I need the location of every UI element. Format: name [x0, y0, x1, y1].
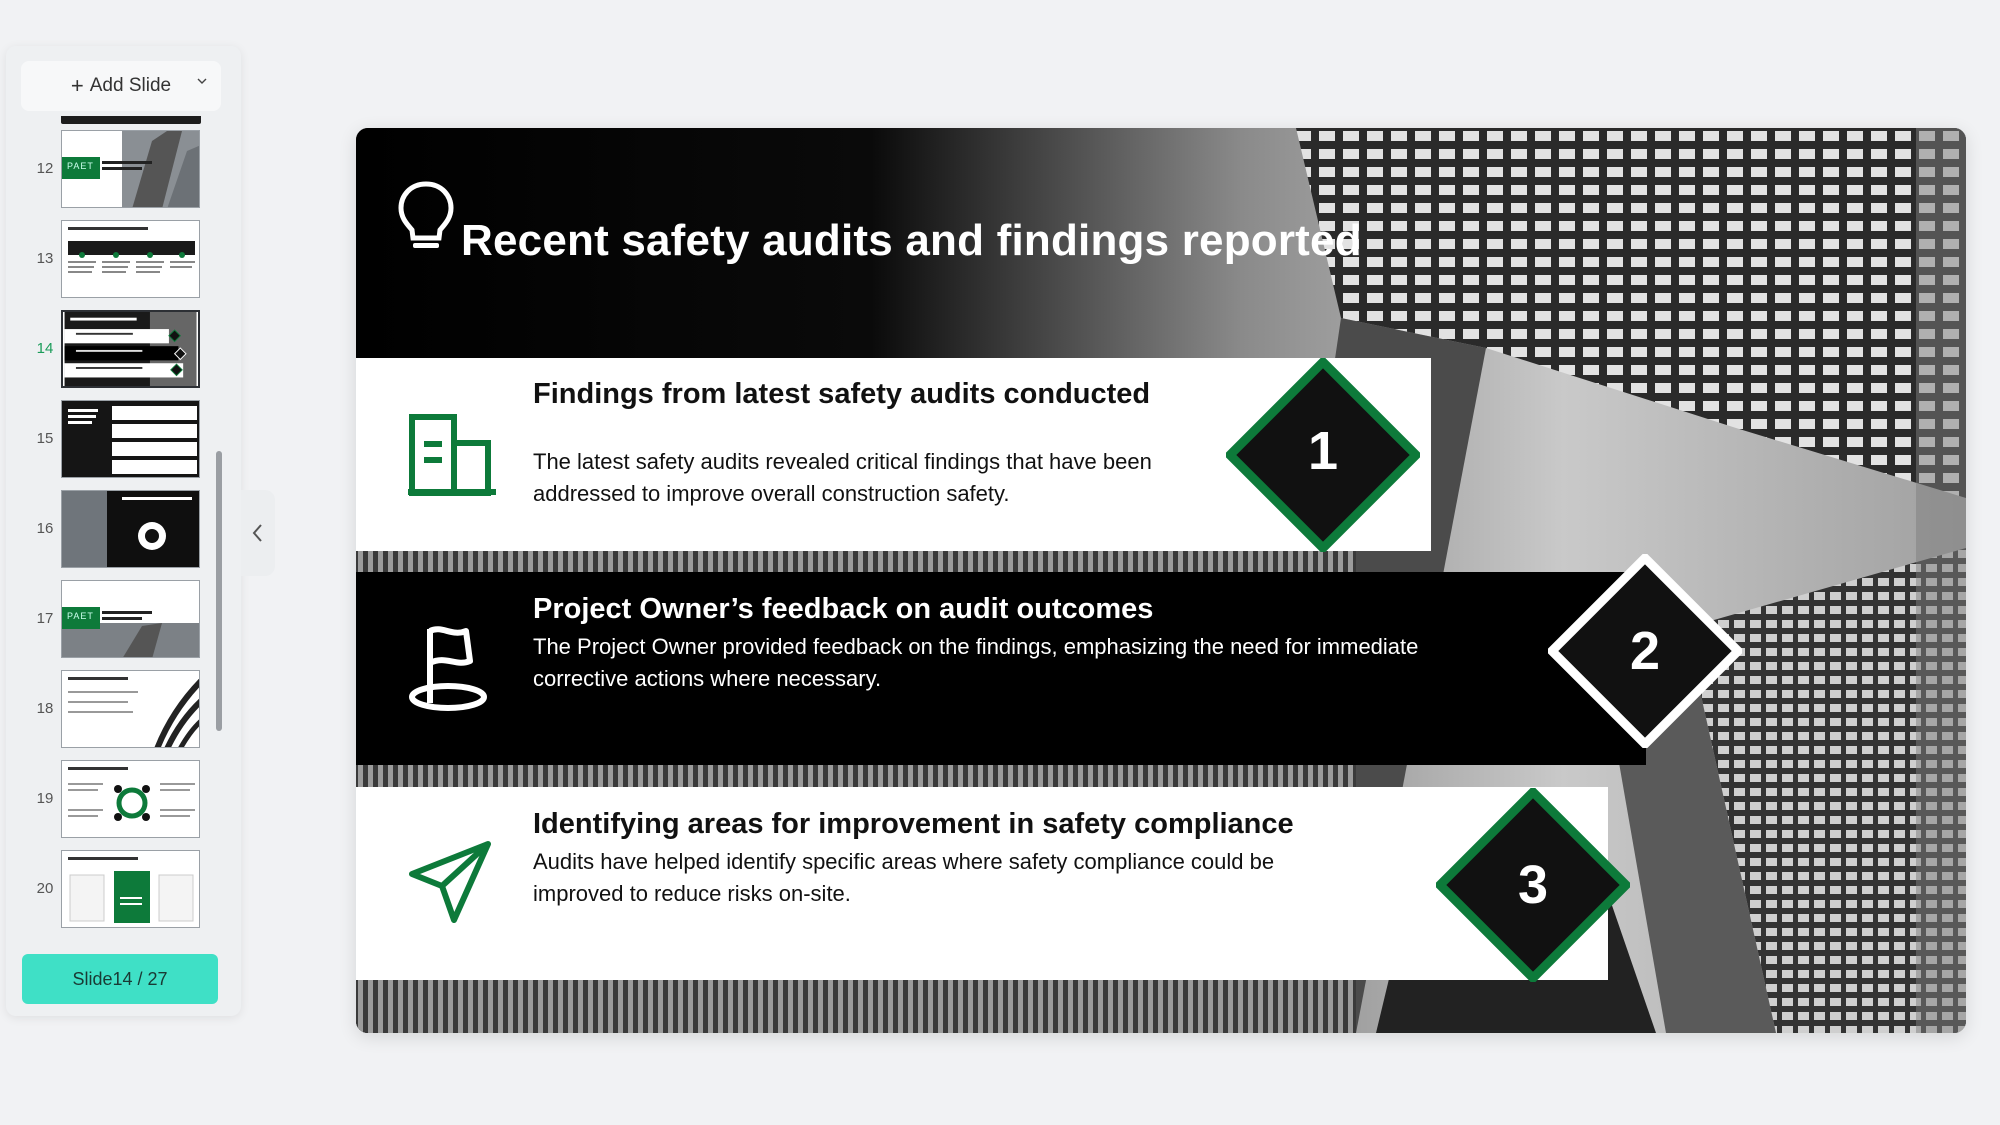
slide-panel — [6, 46, 241, 1016]
thumbnail-list[interactable] — [6, 116, 221, 986]
number-label-2: 2 — [1629, 621, 1661, 681]
thumbnail-number: 14 — [36, 340, 54, 357]
collapse-panel-button[interactable] — [241, 490, 275, 576]
paper-plane-icon — [406, 838, 496, 928]
plus-icon: + — [70, 73, 84, 98]
chevron-down-icon[interactable] — [197, 76, 207, 86]
thumbnail-slide-13[interactable] — [61, 220, 200, 298]
thumbnail-slide-18[interactable] — [61, 670, 200, 748]
thumbnail-number: 19 — [36, 790, 54, 807]
thumbnail-row[interactable] — [6, 760, 221, 840]
add-slide-button[interactable] — [21, 61, 221, 111]
scrollbar-thumb[interactable] — [216, 451, 222, 731]
thumbnail-number: 15 — [36, 430, 54, 447]
finding-title-2: Project Owner’s feedback on audit outcomes — [533, 593, 1154, 625]
number-badge-2 — [1548, 554, 1742, 748]
number-badge-1 — [1226, 358, 1420, 552]
thumbnail-slide-17[interactable] — [61, 580, 200, 658]
slide-title: Recent safety audits and findings reported — [461, 216, 1362, 265]
thumbnail-slide-12[interactable] — [61, 130, 200, 208]
thumbnail-row[interactable] — [6, 130, 221, 210]
slide-canvas[interactable] — [356, 128, 1966, 1033]
finding-title-3: Identifying areas for improvement in safety compliance — [533, 808, 1294, 840]
thumbnail-number: 18 — [36, 700, 54, 717]
flag-icon — [408, 623, 498, 713]
thumbnail-number: 20 — [36, 880, 54, 897]
add-slide-label: Add Slide — [89, 75, 172, 96]
thumbnail-row[interactable] — [6, 310, 221, 390]
thumbnail-row[interactable] — [6, 490, 221, 570]
lightbulb-icon — [396, 180, 456, 256]
thumbnail-badge: PAET — [67, 161, 94, 171]
thumbnail-row[interactable] — [6, 400, 221, 480]
thumbnail-slide-19[interactable] — [61, 760, 200, 838]
thumbnail-partial[interactable] — [61, 116, 201, 124]
number-label-1: 1 — [1307, 421, 1339, 481]
finding-text-2: The Project Owner provided feedback on the findings, emphasizing the need for immediate corrective actions where necessary. — [533, 634, 1419, 691]
slide-counter-button[interactable]: Slide14 / 27 — [22, 954, 218, 1004]
thumbnail-row[interactable] — [6, 220, 221, 300]
finding-text-3: Audits have helped identify specific areas where safety compliance could be improved to reduce risks on-site. — [533, 849, 1275, 906]
building-icon — [408, 413, 496, 497]
thumbnail-slide-14[interactable] — [61, 310, 200, 388]
thumbnail-badge: PAET — [67, 611, 94, 621]
thumbnail-number: 17 — [36, 610, 54, 627]
thumbnail-number: 16 — [36, 520, 54, 537]
thumbnail-row[interactable] — [6, 670, 221, 750]
finding-text-1: The latest safety audits revealed critical findings that have been addressed to improve overall construction safety. — [533, 449, 1152, 506]
number-badge-3 — [1436, 788, 1630, 982]
thumbnail-slide-15[interactable] — [61, 400, 200, 478]
thumbnail-number: 12 — [36, 160, 54, 177]
thumbnail-slide-20[interactable] — [61, 850, 200, 928]
number-label-3: 3 — [1517, 855, 1549, 915]
chevron-left-icon — [251, 522, 265, 544]
finding-title-1: Findings from latest safety audits conducted — [533, 378, 1151, 410]
thumbnail-row[interactable] — [6, 580, 221, 660]
thumbnail-row[interactable] — [6, 850, 221, 930]
thumbnail-number: 13 — [36, 250, 54, 267]
thumbnail-slide-16[interactable] — [61, 490, 200, 568]
